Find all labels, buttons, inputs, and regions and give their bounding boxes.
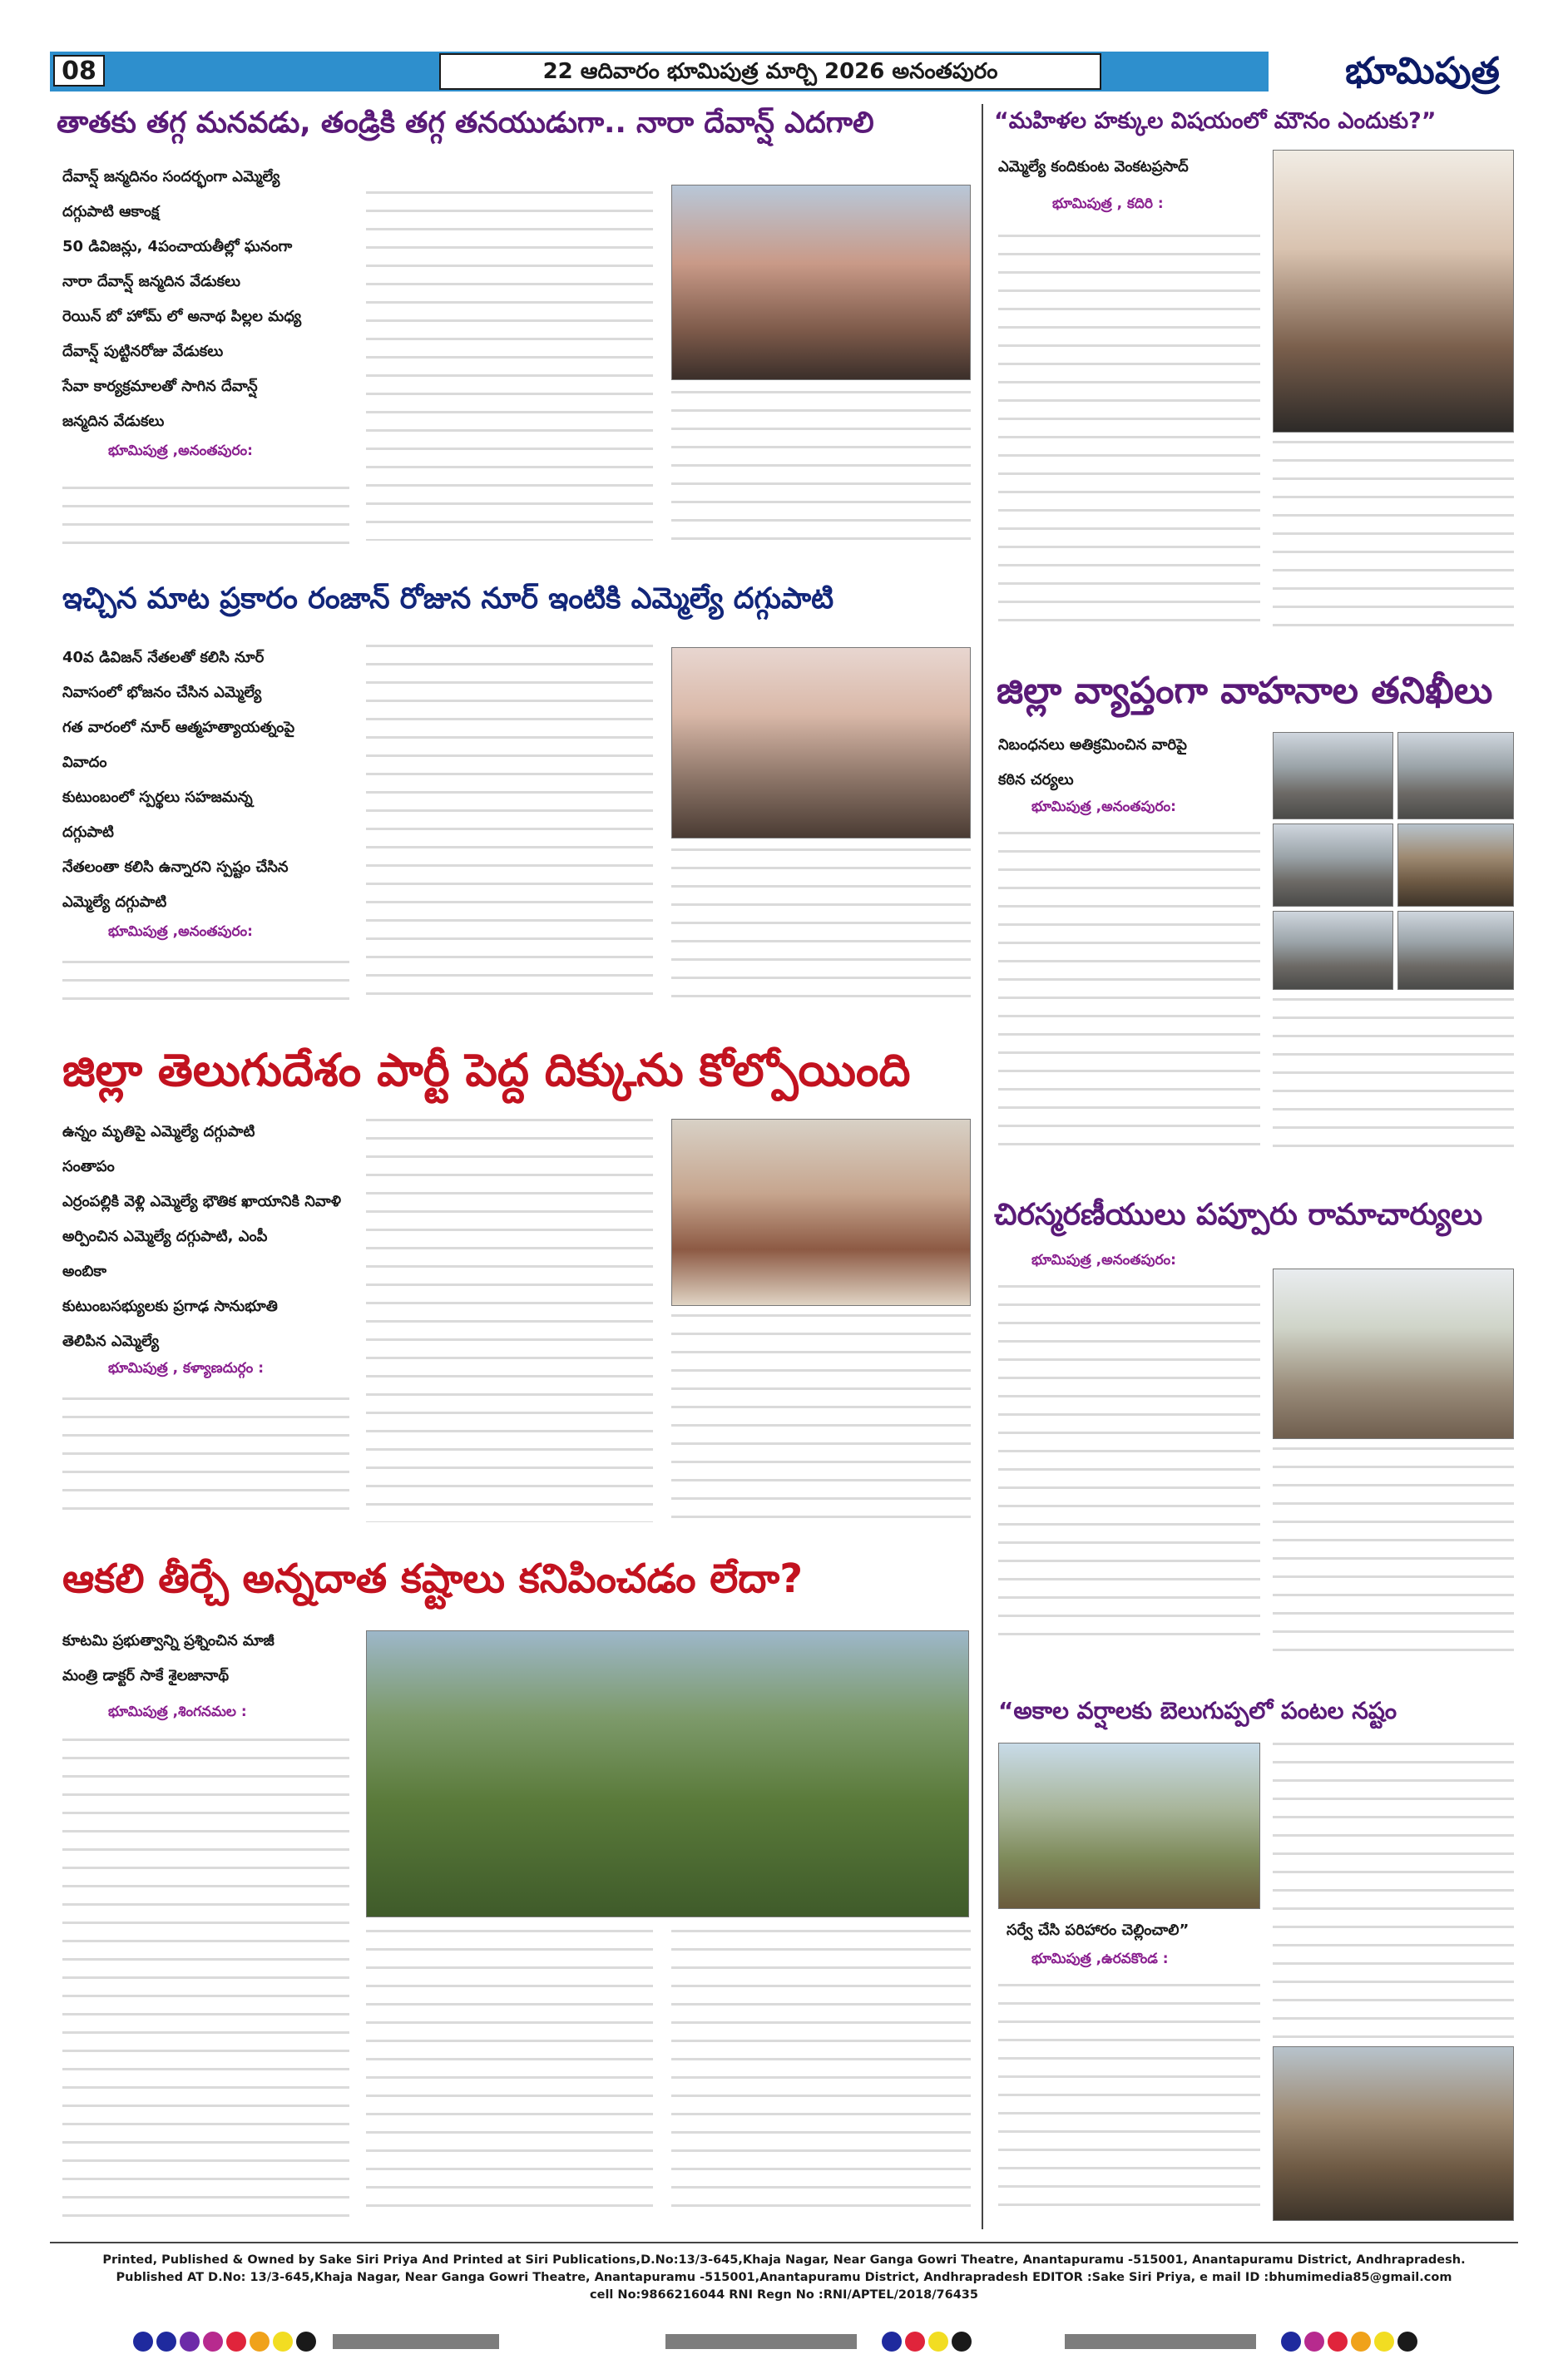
subhead-line: అర్పించిన ఎమ్మెల్యే దగ్గుపాటి, ఎంపీ: [62, 1228, 268, 1245]
subhead-line: దేవాన్ష్ జన్మదినం సందర్భంగా ఎమ్మెల్యే: [62, 168, 280, 185]
subhead-line: 50 డివిజన్లు, 4పంచాయతీల్లో ఘనంగా: [62, 238, 293, 255]
reg-dot: [1351, 2332, 1371, 2352]
registration-marks: [133, 2329, 1447, 2354]
reg-dot: [882, 2332, 902, 2352]
subhead-line: ఎమ్మెల్యే దగ్గుపాటి: [62, 893, 167, 911]
farmers-body-col2: [366, 1930, 653, 2221]
women-photo: [1273, 150, 1514, 433]
devansh-byline: భూమిపుత్ర ,అనంతపురం:: [108, 443, 253, 459]
subhead-line: జన్మదిన వేడుకలు: [62, 413, 165, 430]
reg-dot: [1397, 2332, 1417, 2352]
crops-photo-2: [1273, 2046, 1514, 2221]
farmers-body-col3: [671, 1930, 971, 2221]
women-body-col1: [998, 235, 1260, 630]
farmers-photo: [366, 1630, 969, 1917]
reg-dot: [203, 2332, 223, 2352]
women-headline: “మహిళల హక్కుల విషయంలో మౌనం ఎందుకు?”: [994, 108, 1437, 134]
reg-dot: [1328, 2332, 1348, 2352]
subhead-line: నివాసంలో భోజనం చేసిన ఎమ్మెల్యే: [62, 684, 262, 701]
women-body-col2: [1273, 441, 1514, 632]
subhead-line: గత వారంలో నూర్ ఆత్మహత్యాయత్నంపై: [62, 719, 295, 736]
devansh-headline: తాతకు తగ్గ మనవడు, తండ్రికి తగ్గ తనయుడుగా.. నారా దేవాన్ష్ ఎదగాలి: [57, 106, 874, 140]
reg-dot: [133, 2332, 153, 2352]
reg-bar: [333, 2334, 499, 2349]
vehicles-photo-5: [1273, 911, 1393, 990]
ranzan-body-col3: [671, 848, 971, 1011]
crops-body-col1: [998, 1984, 1260, 2221]
crops-photo-1: [998, 1743, 1260, 1909]
ranzan-byline: భూమిపుత్ర ,అనంతపురం:: [108, 923, 253, 940]
crops-byline: భూమిపుత్ర ,ఉరవకొండ :: [1031, 1951, 1169, 1967]
subhead-line: అంబికా: [62, 1263, 107, 1280]
farmers-byline: భూమిపుత్ర ,శింగనమల :: [108, 1704, 247, 1720]
subhead-line: దేవాన్ష్ పుట్టినరోజు వేడుకలు: [62, 343, 224, 360]
reg-dot: [156, 2332, 176, 2352]
tdp-body-col2: [366, 1119, 653, 1522]
vehicles-photo-6: [1397, 911, 1514, 990]
papuru-body-col1: [998, 1285, 1260, 1651]
subhead-line: సంతాపం: [62, 1158, 115, 1175]
reg-dot: [273, 2332, 293, 2352]
subhead-line: నారా దేవాన్ష్ జన్మదిన వేడుకలు: [62, 273, 241, 290]
ranzan-subheads: [62, 640, 349, 920]
page-number: 08: [53, 55, 105, 87]
ranzan-headline: ఇచ్చిన మాట ప్రకారం రంజాన్ రోజున నూర్ ఇంటికి ఎమ్మెల్యే దగ్గుపాటి: [62, 582, 834, 616]
papuru-body-col2: [1273, 1447, 1514, 1651]
tdp-headline: జిల్లా తెలుగుదేశం పార్టీ పెద్ద దిక్కును కోల్పోయింది: [62, 1044, 911, 1096]
subhead-line: కుటుంబంలో స్పర్థలు సహజమన్న: [62, 789, 253, 806]
reg-dot: [250, 2332, 270, 2352]
devansh-body-col3: [671, 391, 971, 545]
imprint-line-1: Printed, Published & Owned by Sake Siri Priya And Printed at Siri Publications,D.No:13/3-645,Khaja Nagar, Near Ganga Gowri Theatre, Anantapuramu -515001, Anantapuramu District, Andhrapradesh.: [102, 2253, 1466, 2267]
reg-dot: [928, 2332, 948, 2352]
vehicles-photo-3: [1273, 824, 1393, 907]
dateline: 22 ఆదివారం భూమిపుత్ర మార్చి 2026 అనంతపురం: [439, 53, 1101, 90]
footer-rule: [50, 2242, 1518, 2243]
reg-dot: [1304, 2332, 1324, 2352]
reg-dot: [180, 2332, 200, 2352]
reg-dot: [226, 2332, 246, 2352]
subhead-line: 40వ డివిజన్ నేతలతో కలిసి నూర్: [62, 649, 265, 666]
subhead-line: తెలిపిన ఎమ్మెల్యే: [62, 1333, 159, 1350]
reg-dot: [1281, 2332, 1301, 2352]
subhead-line: ఉన్నం మృతిపై ఎమ్మెల్యే దగ్గుపాటి: [62, 1123, 255, 1140]
subhead-line: రెయిన్ బో హోమ్ లో అనాథ పిల్లల మధ్య: [62, 308, 302, 325]
subhead-line: కఠిన చర్యలు: [998, 771, 1074, 789]
tdp-photo: [671, 1119, 971, 1306]
tdp-byline: భూమిపుత్ర , కళ్యాణదుర్గం :: [108, 1360, 265, 1377]
papuru-photo: [1273, 1269, 1514, 1439]
imprint-line-2: Published AT D.No: 13/3-645,Khaja Nagar, Near Ganga Gowri Theatre, Anantapuramu -515001,Anantapuramu District, Andhrapradesh EDITOR :Sake Siri Priya, e mail ID :bhumimedia85@gmail.com: [116, 2271, 1452, 2284]
farmers-headline: ఆకలి తీర్చే అన్నదాత కష్టాలు కనిపించడం లేదా?: [62, 1556, 804, 1602]
devansh-subheads: [62, 160, 349, 439]
subhead-line: నేతలంతా కలిసి ఉన్నారని స్పష్టం చేసిన: [62, 858, 289, 876]
papuru-byline: భూమిపుత్ర ,అనంతపురం:: [1031, 1252, 1176, 1269]
ranzan-body-col1: [62, 961, 349, 1011]
vehicles-photo-4: [1397, 824, 1514, 907]
subhead-line: నిబంధనలు అతిక్రమించిన వారిపై: [998, 736, 1187, 754]
reg-dot: [952, 2332, 972, 2352]
crops-headline: “అకాల వర్షాలకు బెలుగుప్పలో పంటల నష్టం: [998, 1697, 1397, 1724]
farmers-body-col1: [62, 1738, 349, 2221]
reg-bar: [665, 2334, 857, 2349]
tdp-body-col1: [62, 1397, 349, 1522]
vehicles-photo-1: [1273, 732, 1393, 819]
subhead-line: వివాదం: [62, 754, 107, 771]
vehicles-photo-2: [1397, 732, 1514, 819]
vehicles-subheads: [998, 728, 1260, 798]
devansh-photo: [671, 185, 971, 380]
subhead-line: దగ్గుపాటి: [62, 824, 114, 841]
devansh-body-col1: [62, 487, 349, 553]
devansh-body-col2: [366, 191, 653, 541]
ranzan-body-col2: [366, 645, 653, 1011]
tdp-subheads: [62, 1115, 349, 1359]
vehicles-byline: భూమిపుత్ర ,అనంతపురం:: [1031, 799, 1176, 815]
subhead-line: సేవా కార్యక్రమాలతో సాగిన దేవాన్ష్: [62, 378, 258, 395]
imprint: [58, 2252, 1510, 2307]
crops-body-col2: [1273, 1743, 1514, 2042]
vehicles-headline: జిల్లా వ్యాప్తంగా వాహనాల తనిఖీలు: [997, 670, 1493, 712]
reg-dot: [1374, 2332, 1394, 2352]
women-byline: భూమిపుత్ర , కదిరి :: [1052, 195, 1164, 212]
subhead-line: దగ్గుపాటి ఆకాంక్ష: [62, 203, 160, 220]
reg-bar: [1065, 2334, 1256, 2349]
papuru-headline: చిరస్మరణీయులు పప్పూరు రామాచార్యులు: [994, 1198, 1483, 1232]
subhead-line: ఎర్రంపల్లికి వెళ్లి ఎమ్మెల్యే భౌతిక ఖాయానికి నివాళి: [62, 1193, 342, 1210]
newspaper-logo: భూమిపుత్ర: [1345, 50, 1500, 92]
subhead-line: కుటుంబసభ్యులకు ప్రగాఢ సానుభూతి: [62, 1298, 278, 1315]
tdp-body-col3: [671, 1314, 971, 1522]
farmers-subheads: [62, 1624, 362, 1694]
crops-subhead: సర్వే చేసి పరిహారం చెల్లించాలి”: [1007, 1922, 1190, 1939]
women-subhead: ఎమ్మెల్యే కందికుంట వెంకటప్రసాద్: [998, 158, 1189, 176]
vehicles-body-col2: [1273, 998, 1514, 1156]
imprint-line-3: cell No:9866216044 RNI Regn No :RNI/APTEL/2018/76435: [590, 2288, 978, 2302]
subhead-line: మంత్రి డాక్టర్ సాకే శైలజానాథ్: [62, 1667, 230, 1684]
reg-dot: [905, 2332, 925, 2352]
vehicles-body-col1: [998, 832, 1260, 1156]
column-rule: [982, 104, 983, 2229]
ranzan-photo: [671, 647, 971, 838]
reg-dot: [296, 2332, 316, 2352]
subhead-line: కూటమి ప్రభుత్వాన్ని ప్రశ్నించిన మాజీ: [62, 1632, 275, 1649]
